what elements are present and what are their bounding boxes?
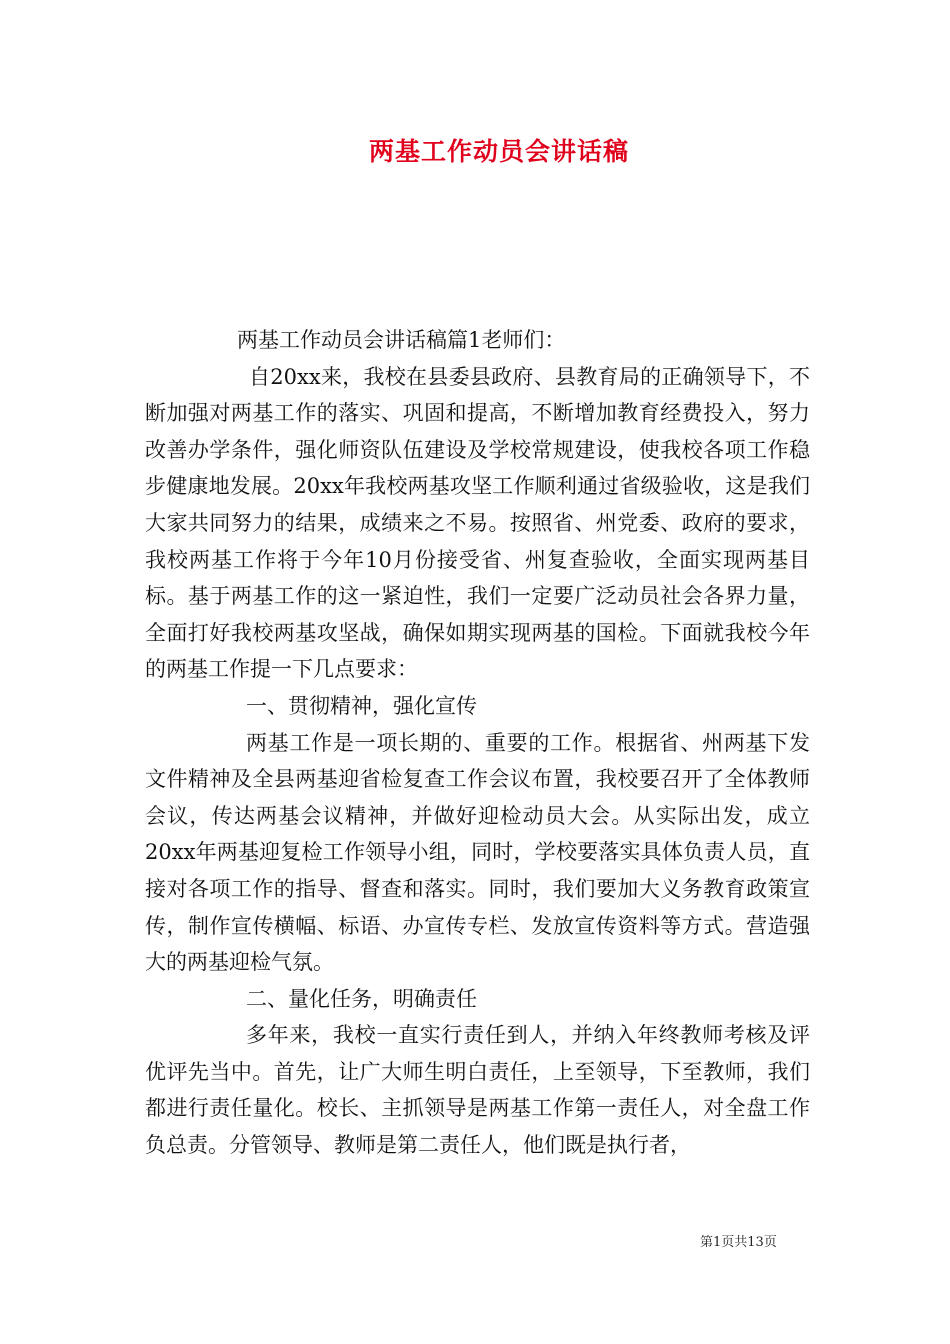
section-heading: 二、量化任务，明确责任 — [246, 986, 477, 1011]
document-body — [145, 322, 810, 1164]
paragraph: 多年来，我校一直实行责任到人，并纳入年终教师考核及评优评先当中。首先，让广大师生明白责任，上至领导，下至教师，我们都进行责任量化。校长、主抓领导是两基工作第一责任人，对全盘工作负总责。分管领导、教师是第二责任人，他们既是执行者， — [145, 1023, 810, 1158]
paragraph-intro: 两基工作动员会讲话稿篇1老师们： — [237, 328, 566, 352]
page-number-footer: 第1页共13页 — [700, 1235, 777, 1250]
document-title: 两基工作动员会讲话稿 — [368, 137, 629, 166]
section-heading: 一、贯彻精神，强化宣传 — [246, 693, 477, 718]
paragraph: 两基工作是一项长期的、重要的工作。根据省、州两基下发文件精神及全县两基迎省检复查工作会议布置，我校要召开了全体教师会议，传达两基会议精神，并做好迎检动员大会。从实际出发，成立20xx年两基迎复检工作领导小组，同时，学校要落实具体负责人员，直接对各项工作的指导、督查和落实。同时，我们要加大义务教育政策宣传，制作宣传横幅、标语、办宣传专栏、发放宣传资料等方式。营造强大的两基迎检气氛。 — [145, 730, 810, 975]
paragraph: 自20xx来，我校在县委县政府、县教育局的正确领导下，不断加强对两基工作的落实、巩固和提高，不断增加教育经费投入，努力改善办学条件，强化师资队伍建设及学校常规建设，使我校各项工作稳步健康地发展。20xx年我校两基攻坚工作顺利通过省级验收，这是我们大家共同努力的结果，成绩来之不易。按照省、州党委、政府的要求，我校两基工作将于今年10月份接受省、州复查验收，全面实现两基目标。基于两基工作的这一紧迫性，我们一定要广泛动员社会各界力量，全面打好我校两基攻坚战，确保如期实现两基的国检。下面就我校今年的两基工作提一下几点要求： — [145, 364, 810, 682]
